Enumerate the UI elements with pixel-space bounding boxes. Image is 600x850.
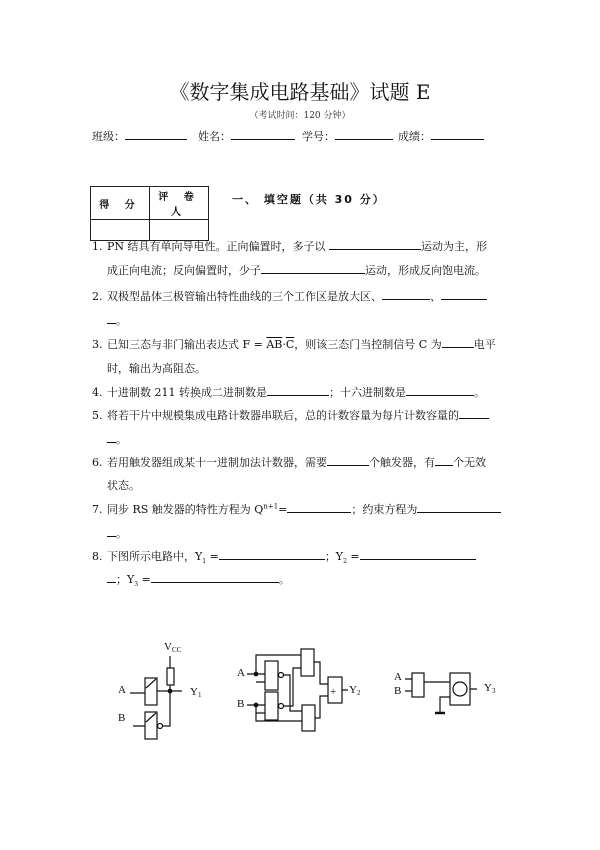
- oc-mark: [146, 713, 156, 722]
- q-text: 电平: [473, 338, 496, 351]
- q-number: 4.: [92, 386, 103, 399]
- q-text: 运动，形成反向饱电流。: [365, 264, 486, 277]
- oc-gate-1: [145, 678, 157, 705]
- class-label: 班级：: [92, 130, 125, 143]
- q-text: ；十六进制数是: [329, 386, 406, 399]
- circle-symbol: [453, 682, 467, 696]
- q-text: 个触发器，有: [369, 456, 435, 469]
- exam-duration: （考试时间：120 分钟）: [249, 111, 351, 121]
- subscript: 3: [134, 581, 139, 589]
- formula-ab: $\overline{AB}$: [266, 338, 283, 351]
- q-text: 下图所示电路中，Y: [107, 550, 203, 563]
- q-text: 将若干片中规模集成电路计数器串联后，总的计数容量为每片计数容量的: [107, 409, 459, 422]
- input-a-label: A: [237, 667, 245, 679]
- nand-gate-2: [265, 692, 278, 720]
- question-3-cont: 时，输出为高阻态。: [107, 362, 206, 375]
- gate: [412, 673, 424, 697]
- q-text: PN 结具有单向导电性。正向偏置时，多子以: [107, 240, 326, 253]
- junction-dot: [254, 672, 258, 676]
- formula-dot: ·: [282, 338, 286, 351]
- name-label: 姓名：: [198, 130, 231, 143]
- q-text: 同步 RS 触发器的特性方程为 Q: [107, 503, 264, 516]
- q-text: =: [138, 573, 151, 586]
- q-number: 3.: [92, 338, 103, 351]
- vcc-label: VCC: [164, 641, 182, 654]
- input-b-label: B: [118, 712, 126, 724]
- circuit-3: [394, 671, 496, 713]
- score-label: 成绩：: [398, 130, 431, 143]
- q-text: ；约束方程为: [351, 503, 418, 516]
- q-text: 个无效: [453, 456, 486, 469]
- q-number: 2.: [92, 290, 103, 303]
- subscript: 2: [343, 558, 347, 566]
- q-text: 。: [116, 433, 127, 446]
- page-title: 《数字集成电路基础》试题 E: [169, 80, 431, 104]
- q-text: ；Y: [324, 550, 344, 563]
- oc-mark: [146, 679, 156, 688]
- inverter-bubble: [279, 704, 284, 709]
- inverter-bubble: [279, 673, 284, 678]
- q-text: 。: [474, 386, 485, 399]
- q-number: 1.: [92, 240, 103, 253]
- q-text: 若用触发器组成某十一进制加法计数器，需要: [107, 456, 327, 469]
- junction-dot: [254, 703, 258, 707]
- inverter-bubble: [158, 724, 163, 729]
- nand-gate-1: [265, 661, 278, 690]
- circuit-1: [118, 641, 202, 739]
- id-label: 学号：: [302, 130, 335, 143]
- q-text: 已知三态与非门输出表达式 F =: [107, 338, 267, 351]
- superscript: n+1: [263, 502, 279, 511]
- section-heading: 一、 填空题（共 30 分）: [232, 193, 386, 206]
- junction-dot: [168, 689, 172, 693]
- q-text: 双极型晶体三极管输出特性曲线的三个工作区是放大区、: [107, 290, 382, 303]
- q-text: ，则该三态门当控制信号 C 为: [294, 338, 442, 351]
- q-text: 。: [116, 314, 127, 327]
- q-text: 成正向电流；反向偏置时，少子: [107, 264, 261, 277]
- q-text: 、: [430, 290, 441, 303]
- question-6-cont: 状态。: [107, 479, 140, 492]
- input-a-label: A: [118, 684, 126, 696]
- q-text: 。: [278, 573, 290, 586]
- circuit-2: [237, 649, 361, 731]
- q-number: 5.: [92, 409, 103, 422]
- q-text: =: [278, 503, 288, 516]
- input-a-label: A: [394, 671, 402, 683]
- and-gate-1: [301, 649, 314, 676]
- subscript: 1: [202, 558, 207, 566]
- q-text: 运动为主，形: [421, 240, 488, 253]
- or-symbol: +: [330, 686, 337, 698]
- formula-c: $\overline{C}$: [285, 338, 295, 351]
- and-gate-2: [302, 705, 315, 731]
- q-number: 7.: [92, 503, 103, 516]
- q-number: 6.: [92, 456, 103, 469]
- y3-label: Y3: [484, 682, 496, 695]
- input-b-label: B: [237, 698, 245, 710]
- resistor: [167, 668, 174, 685]
- grader-header: 评 卷 人: [150, 187, 209, 220]
- q-text: =: [346, 550, 360, 563]
- q-text: ；Y: [116, 573, 135, 586]
- q-number: 8.: [92, 550, 103, 563]
- y1-label: Y1: [190, 686, 202, 699]
- score-header: 得 分: [91, 187, 150, 220]
- q-text: 。: [116, 527, 127, 540]
- input-b-label: B: [394, 685, 402, 697]
- y2-label: Y2: [349, 684, 361, 697]
- oc-gate-2: [145, 712, 157, 739]
- q-text: 十进制数 211 转换成二进制数是: [107, 386, 267, 399]
- q-text: =: [206, 550, 219, 563]
